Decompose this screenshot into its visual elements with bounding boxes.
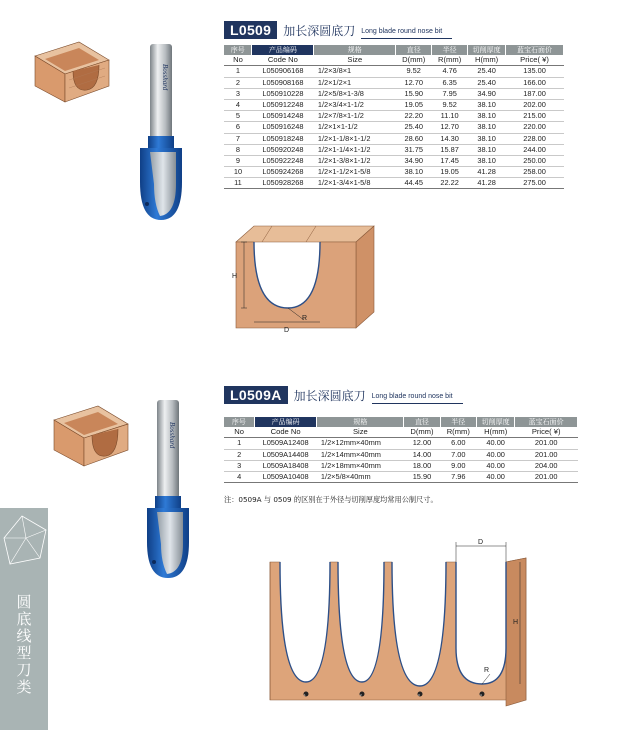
cell-price: 202.00 [506,99,564,110]
cell-d: 14.00 [404,449,440,460]
cell-r: 11.10 [432,111,468,122]
cell-size: 1/2×1-1/2×1-5/8 [314,167,396,178]
cell-d: 44.45 [396,178,432,189]
header-size-en: Size [314,55,396,66]
header-size-zh: 规格 [314,45,396,55]
cell-h: 38.10 [468,133,506,144]
header-code-en: Code No [252,55,314,66]
cell-price: 220.00 [506,122,564,133]
product-title-zh: 加长深圆底刀 [283,24,356,38]
cell-price: 201.00 [515,471,578,482]
section1-heading [224,21,452,39]
cell-r: 4.76 [432,66,468,77]
cell-price: 250.00 [506,155,564,166]
table-row [224,122,564,133]
cell-code: L050910228 [252,88,314,99]
table-row [224,111,564,122]
cell-h: 38.10 [468,99,506,110]
cell-size: 1/2×1/2×1 [314,77,396,88]
wood-groove-sample-1 [33,40,113,104]
cell-no: 4 [224,471,254,482]
header-d-en: D(mm) [404,427,440,438]
cell-h: 25.40 [468,66,506,77]
groove-number-4: 4 [480,693,482,697]
cell-code: L050922248 [252,155,314,166]
header-no-zh: 序号 [224,417,254,427]
cell-h: 38.10 [468,144,506,155]
spec-table-2 [224,417,578,483]
cell-price: 258.00 [506,167,564,178]
side-tab-label: 圆底线型刀类 [16,593,32,696]
cell-size: 1/2×1-3/8×1-1/2 [314,155,396,166]
dim-d-label: D [284,327,290,334]
cell-h: 40.00 [476,471,514,482]
cell-no: 1 [224,66,252,77]
table-row [224,99,564,110]
cell-code: L050912248 [252,99,314,110]
dim-h-label: H [513,619,519,626]
spec-table-1 [224,45,564,189]
cell-no: 4 [224,99,252,110]
cell-size: 1/2×1×1-1/2 [314,122,396,133]
groove-number-3: 3 [418,693,420,697]
cell-r: 7.00 [440,449,476,460]
header-no-en: No [224,427,254,438]
table-row [224,167,564,178]
header-r-zh: 半径 [440,417,476,427]
cell-size: 1/2×1-1/8×1-1/2 [314,133,396,144]
cell-size: 1/2×7/8×1-1/2 [314,111,396,122]
header-r-zh: 半径 [432,45,468,55]
cell-code: L050928268 [252,178,314,189]
header-h-en: H(mm) [476,427,514,438]
cell-price: 135.00 [506,66,564,77]
cell-price: 275.00 [506,178,564,189]
cell-price: 201.00 [515,438,578,449]
cell-code: L0509A12408 [254,438,317,449]
cell-d: 12.70 [396,77,432,88]
cell-h: 41.28 [468,167,506,178]
cut-profile-diagram-2 [268,536,530,710]
cell-no: 7 [224,133,252,144]
header-h-zh: 切削厚度 [468,45,506,55]
cell-d: 34.90 [396,155,432,166]
header-d-zh: 直径 [396,45,432,55]
cell-r: 7.95 [432,88,468,99]
table-row [224,88,564,99]
cell-d: 38.10 [396,167,432,178]
wood-groove-sample-2 [52,404,132,468]
cell-size: 1/2×1-3/4×1-5/8 [314,178,396,189]
dim-d-label: D [478,539,484,546]
cell-price: 201.00 [515,449,578,460]
cell-no: 6 [224,122,252,133]
table-row [224,438,578,449]
cell-h: 38.10 [468,122,506,133]
header-code-zh: 产品编码 [252,45,314,55]
cell-no: 8 [224,144,252,155]
cell-no: 2 [224,449,254,460]
table-row [224,449,578,460]
cell-d: 28.60 [396,133,432,144]
product-code-badge: L0509A [224,386,288,404]
header-h-en: H(mm) [468,55,506,66]
cell-d: 25.40 [396,122,432,133]
table-row [224,77,564,88]
cell-size: 1/2×5/8×1-3/8 [314,88,396,99]
cell-price: 244.00 [506,144,564,155]
dim-h-label: H [232,273,238,280]
header-code-en: Code No [254,427,317,438]
cell-code: L050916248 [252,122,314,133]
header-r-en: R(mm) [440,427,476,438]
cell-h: 40.00 [476,438,514,449]
router-bit-image-1 [136,44,194,224]
groove-number-1: 1 [304,693,306,697]
cell-d: 22.20 [396,111,432,122]
cell-d: 31.75 [396,144,432,155]
cell-h: 25.40 [468,77,506,88]
cell-d: 15.90 [396,88,432,99]
table-row [224,178,564,189]
cell-size: 1/2×12mm×40mm [317,438,404,449]
cell-price: 215.00 [506,111,564,122]
cell-h: 40.00 [476,449,514,460]
cell-size: 1/2×1-1/4×1-1/2 [314,144,396,155]
table-row [224,471,578,482]
header-size-zh: 规格 [317,417,404,427]
cell-r: 22.22 [432,178,468,189]
cell-no: 3 [224,88,252,99]
category-side-tab [0,508,48,730]
table-row [224,155,564,166]
cell-r: 14.30 [432,133,468,144]
cell-h: 38.10 [468,111,506,122]
cell-code: L050924268 [252,167,314,178]
table-row [224,460,578,471]
header-d-zh: 直径 [404,417,440,427]
header-code-zh: 产品编码 [254,417,317,427]
cell-code: L0509A14408 [254,449,317,460]
cell-no: 5 [224,111,252,122]
groove-number-2: 2 [360,693,362,697]
cell-r: 9.00 [440,460,476,471]
cell-d: 9.52 [396,66,432,77]
cell-h: 34.90 [468,88,506,99]
cell-r: 15.87 [432,144,468,155]
cell-d: 15.90 [404,471,440,482]
cell-code: L050906168 [252,66,314,77]
brand-text: Bosshard [161,64,169,91]
cell-size: 1/2×18mm×40mm [317,460,404,471]
brand-text: Bosshard [168,422,176,449]
product-title-en: Long blade round nose bit [361,26,452,39]
cell-no: 1 [224,438,254,449]
header-size-en: Size [317,427,404,438]
cell-no: 10 [224,167,252,178]
header-price-en: Price( ¥) [515,427,578,438]
cell-r: 9.52 [432,99,468,110]
spec-note: 注：0509A 与 0509 的区别在于外径与切削厚度均常用公制尺寸。 [224,495,438,504]
cell-code: L0509A18408 [254,460,317,471]
cell-r: 19.05 [432,167,468,178]
cell-no: 9 [224,155,252,166]
table-row [224,133,564,144]
header-price-zh: 蓝宝石面价 [515,417,578,427]
cut-profile-diagram-1 [222,212,382,336]
cell-d: 19.05 [396,99,432,110]
header-r-en: R(mm) [432,55,468,66]
cell-r: 12.70 [432,122,468,133]
cell-no: 3 [224,460,254,471]
cell-d: 12.00 [404,438,440,449]
section2-heading [224,386,463,404]
header-price-zh: 蓝宝石面价 [506,45,564,55]
cell-h: 40.00 [476,460,514,471]
cell-price: 228.00 [506,133,564,144]
cell-price: 187.00 [506,88,564,99]
cell-h: 41.28 [468,178,506,189]
cell-no: 11 [224,178,252,189]
cell-r: 6.00 [440,438,476,449]
cell-size: 1/2×3/8×1 [314,66,396,77]
cell-r: 7.96 [440,471,476,482]
cell-no: 2 [224,77,252,88]
product-code-badge: L0509 [224,21,277,39]
diamond-icon [0,508,48,568]
cell-r: 17.45 [432,155,468,166]
header-price-en: Price( ¥) [506,55,564,66]
cell-size: 1/2×5/8×40mm [317,471,404,482]
cell-price: 204.00 [515,460,578,471]
header-no-zh: 序号 [224,45,252,55]
dim-r-label: R [302,315,308,322]
dim-r-label: R [484,667,490,674]
header-no-en: No [224,55,252,66]
product-title-zh: 加长深圆底刀 [293,389,366,403]
table-row [224,66,564,77]
table-row [224,144,564,155]
header-h-zh: 切削厚度 [476,417,514,427]
cell-price: 166.00 [506,77,564,88]
header-d-en: D(mm) [396,55,432,66]
product-title-en: Long blade round nose bit [372,391,463,404]
cell-code: L050918248 [252,133,314,144]
cell-code: L050920248 [252,144,314,155]
cell-d: 18.00 [404,460,440,471]
cell-code: L050914248 [252,111,314,122]
cell-size: 1/2×3/4×1-1/2 [314,99,396,110]
cell-code: L050908168 [252,77,314,88]
cell-r: 6.35 [432,77,468,88]
router-bit-image-2 [143,400,197,582]
cell-size: 1/2×14mm×40mm [317,449,404,460]
cell-h: 38.10 [468,155,506,166]
cell-code: L0509A10408 [254,471,317,482]
